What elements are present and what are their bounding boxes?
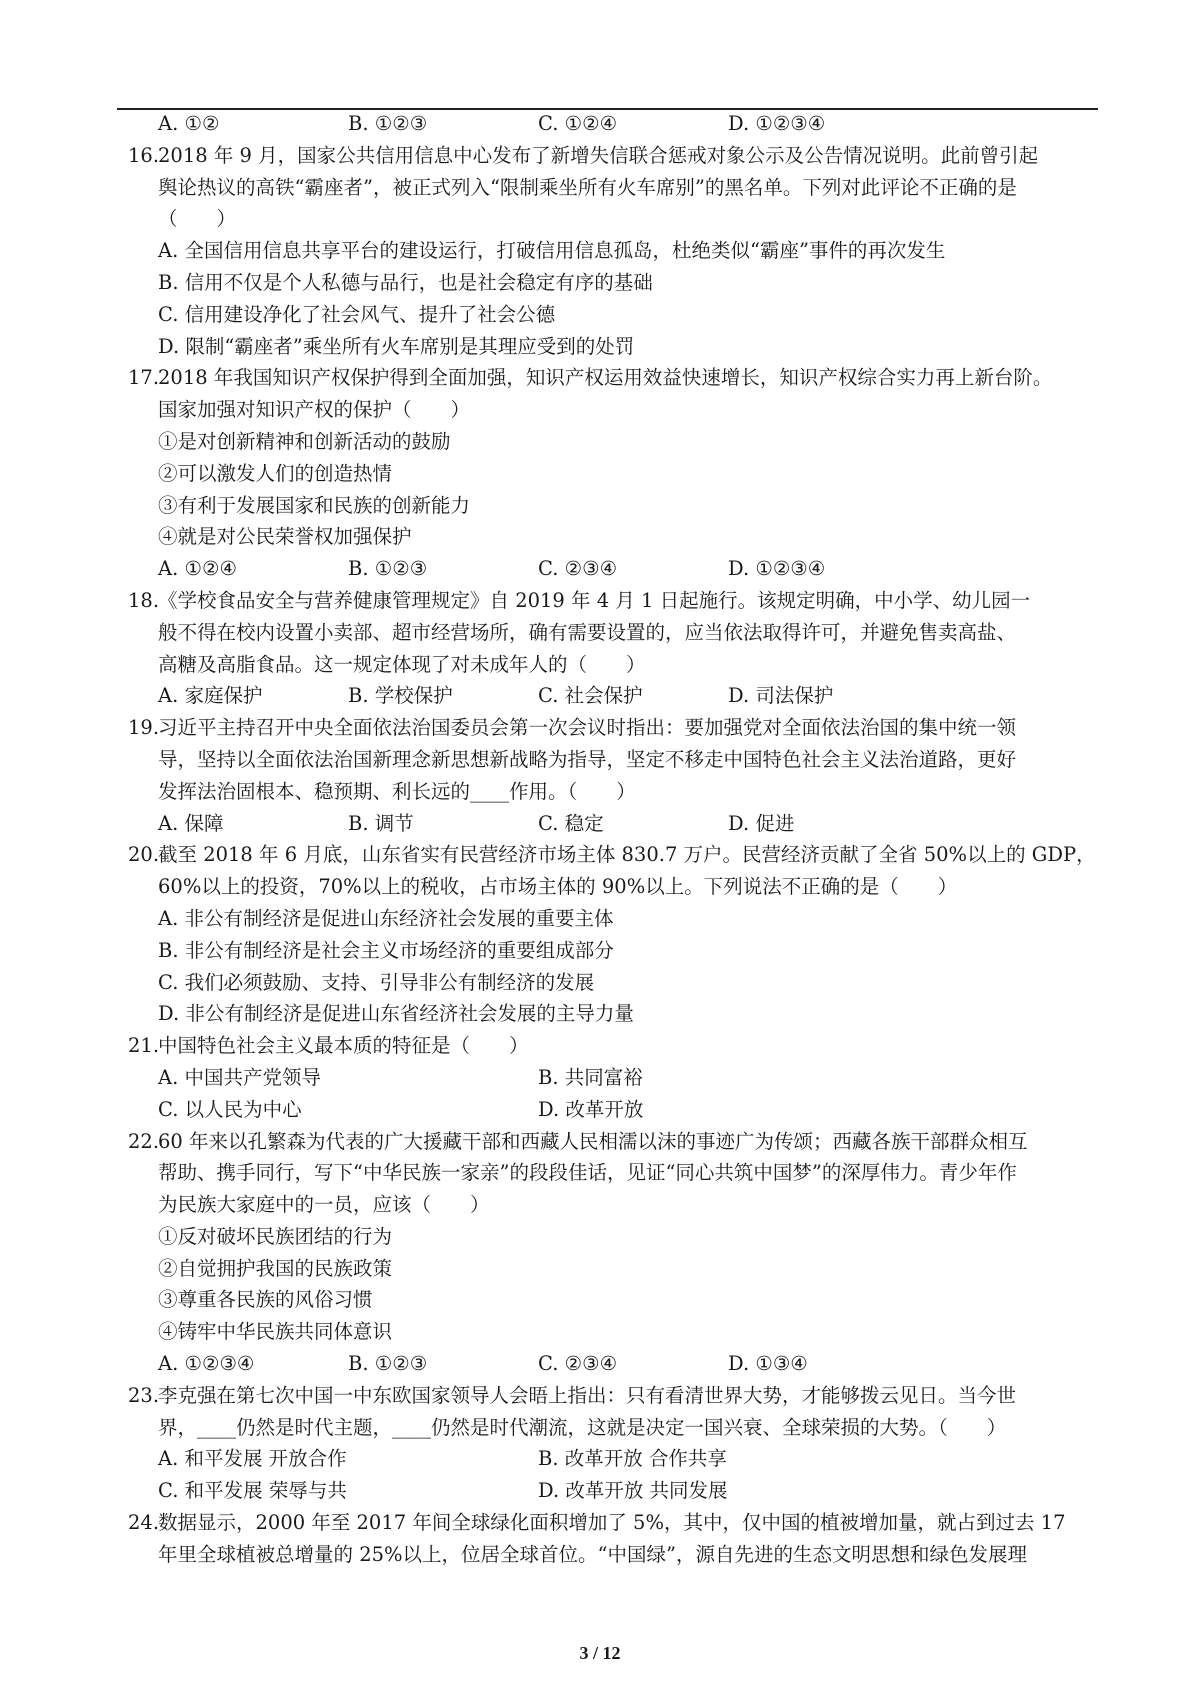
- option-a[interactable]: A. 保障: [158, 811, 224, 835]
- statement-item: ②自觉拥护我国的民族政策: [158, 1256, 393, 1280]
- option-d[interactable]: D. 促进: [728, 811, 795, 835]
- question-text-line: 年里全球植被总增量的 25%以上，位居全球首位。“中国绿”，源自先进的生态文明思想和绿色发展理: [158, 1542, 1027, 1566]
- option-d[interactable]: D. 限制“霸座者”乘坐所有火车席别是其理应受到的处罚: [158, 334, 635, 358]
- question-text-line: 般不得在校内设置小卖部、超市经营场所，确有需要设置的，应当依法取得许可，并避免售卖高盐、: [158, 620, 1017, 644]
- option-b[interactable]: B. ①②③: [348, 1352, 428, 1376]
- option-c[interactable]: C. 和平发展 荣辱与共: [158, 1479, 347, 1503]
- q21-options-row-1: [128, 1062, 1098, 1094]
- question-text-line: 李克强在第七次中国一中东欧国家领导人会晤上指出：只有看清世界大势，才能够拨云见日。当今世: [158, 1383, 1017, 1407]
- question-text-line: 2018 年 9 月，国家公共信用信息中心发布了新增失信联合惩戒对象公示及公告情况说明。此前曾引起: [158, 143, 1039, 167]
- question-text-line: 高糖及高脂食品。这一规定体现了对未成年人的（ ）: [158, 652, 646, 676]
- option-c[interactable]: C. ②③④: [538, 557, 618, 581]
- question-number: 20.: [128, 843, 160, 867]
- option-a[interactable]: A. 家庭保护: [158, 684, 263, 708]
- option-b[interactable]: B. 共同富裕: [538, 1065, 643, 1089]
- option-a[interactable]: A. 和平发展 开放合作: [158, 1447, 347, 1471]
- question-text-line: 《学校食品安全与营养健康管理规定》自 2019 年 4 月 1 日起施行。该规定明确，中小学、幼儿园一: [158, 588, 1031, 612]
- option-a[interactable]: A. ①②③④: [158, 1352, 255, 1376]
- question-text-line: 帮助、携手同行，写下“中华民族一家亲”的段段佳话，见证“同心共筑中国梦”的深厚伟力。青少年作: [158, 1161, 1017, 1185]
- option-d[interactable]: D. 非公有制经济是促进山东省经济社会发展的主导力量: [158, 1002, 634, 1026]
- option-b[interactable]: B. 信用不仅是个人私德与品行，也是社会稳定有序的基础: [158, 270, 653, 294]
- statement-item: ③有利于发展国家和民族的创新能力: [158, 493, 471, 517]
- option-d[interactable]: D. ①③④: [728, 1352, 808, 1376]
- statement-item: ④就是对公民荣誉权加强保护: [158, 525, 412, 549]
- option-c[interactable]: C. 社会保护: [538, 684, 643, 708]
- question-23: [128, 1380, 1098, 1444]
- statement-item: ③尊重各民族的风俗习惯: [158, 1288, 373, 1312]
- question-text-line: 中国特色社会主义最本质的特征是（ ）: [158, 1034, 529, 1058]
- q23-options-row-1: [128, 1443, 1098, 1475]
- question-text-line: 为民族大家庭中的一员，应该（ ）: [158, 1193, 490, 1217]
- statement-item: ②可以激发人们的创造热情: [158, 461, 393, 485]
- question-20: [128, 839, 1098, 903]
- question-21: [128, 1030, 1098, 1062]
- question-text-line: （ ）: [158, 207, 237, 231]
- question-text-line: 舆论热议的高铁“霸座者”，被正式列入“限制乘坐所有火车席别”的黑名单。下列对此评论不正确的是: [158, 175, 1017, 199]
- option-b[interactable]: B. 改革开放 合作共享: [538, 1447, 727, 1471]
- question-16: [128, 140, 1098, 235]
- option-b[interactable]: B. 学校保护: [348, 684, 453, 708]
- question-text-line: 60 年来以孔繁森为代表的广大援藏干部和西藏人民相濡以沫的事迹广为传颂；西藏各族干部群众相互: [158, 1129, 1028, 1153]
- option-c[interactable]: C. 信用建设净化了社会风气、提升了社会公德: [158, 302, 556, 326]
- option-d[interactable]: D. 司法保护: [728, 684, 834, 708]
- option-c[interactable]: C. 稳定: [538, 811, 604, 835]
- q18-options: [128, 680, 1098, 712]
- question-18: [128, 585, 1098, 680]
- q22-options: [128, 1348, 1098, 1380]
- question-text-line: 发挥法治固根本、稳预期、利长远的____作用。（ ）: [158, 779, 636, 803]
- question-number: 22.: [128, 1129, 160, 1153]
- question-number: 19.: [128, 716, 160, 740]
- statement-item: ①是对创新精神和创新活动的鼓励: [158, 429, 451, 453]
- option-a[interactable]: A. ①②: [158, 112, 220, 135]
- question-text-line: 2018 年我国知识产权保护得到全面加强，知识产权运用效益快速增长，知识产权综合实力再上新台阶。: [158, 366, 1053, 390]
- q21-options-row-2: [128, 1094, 1098, 1126]
- option-c[interactable]: C. ①②④: [538, 112, 618, 135]
- question-number: 23.: [128, 1383, 160, 1407]
- question-22: [128, 1126, 1098, 1221]
- q15-options: [128, 108, 1098, 140]
- question-number: 16.: [128, 143, 160, 167]
- option-a[interactable]: A. 中国共产党领导: [158, 1065, 321, 1089]
- option-c[interactable]: C. 以人民为中心: [158, 1097, 302, 1121]
- page-number: 3 / 12: [579, 1643, 621, 1663]
- option-a[interactable]: A. 非公有制经济是促进山东经济社会发展的重要主体: [158, 906, 614, 930]
- option-a[interactable]: A. 全国信用信息共享平台的建设运行，打破信用信息孤岛，杜绝类似“霸座”事件的再次发生: [158, 239, 946, 263]
- option-d[interactable]: D. ①②③④: [728, 112, 826, 135]
- statement-item: ④铸牢中华民族共同体意识: [158, 1320, 393, 1344]
- option-b[interactable]: B. 调节: [348, 811, 414, 835]
- question-number: 17.: [128, 366, 160, 390]
- question-number: 18.: [128, 588, 160, 612]
- question-text-line: 导，坚持以全面依法治国新理念新思想新战略为指导，坚定不移走中国特色社会主义法治道路，更好: [158, 747, 1017, 771]
- q23-options-row-2: [128, 1475, 1098, 1507]
- question-text-line: 60%以上的投资，70%以上的税收，占市场主体的 90%以上。下列说法不正确的是（ ）: [158, 875, 958, 899]
- question-text-line: 界，____仍然是时代主题，____仍然是时代潮流，这就是决定一国兴衰、全球荣损的大势。（ ）: [158, 1415, 1007, 1439]
- option-c[interactable]: C. ②③④: [538, 1352, 618, 1376]
- option-b[interactable]: B. ①②③: [348, 112, 428, 135]
- q17-options: [128, 553, 1098, 585]
- option-b[interactable]: B. 非公有制经济是社会主义市场经济的重要组成部分: [158, 938, 614, 962]
- exam-content: [128, 108, 1098, 1571]
- option-a[interactable]: A. ①②④: [158, 557, 237, 581]
- question-text-line: 截至 2018 年 6 月底，山东省实有民营经济市场主体 830.7 万户。民营经济贡献了全省 50%以上的 GDP，: [158, 843, 1096, 867]
- question-17: [128, 362, 1098, 426]
- option-c[interactable]: C. 我们必须鼓励、支持、引导非公有制经济的发展: [158, 970, 595, 994]
- option-d[interactable]: D. 改革开放: [538, 1097, 644, 1121]
- option-b[interactable]: B. ①②③: [348, 557, 428, 581]
- question-number: 21.: [128, 1034, 160, 1058]
- option-d[interactable]: D. ①②③④: [728, 557, 826, 581]
- question-text-line: 习近平主持召开中央全面依法治国委员会第一次会议时指出：要加强党对全面依法治国的集中统一领: [158, 716, 1017, 740]
- question-24: [128, 1507, 1098, 1571]
- q19-options: [128, 808, 1098, 840]
- statement-item: ①反对破坏民族团结的行为: [158, 1224, 393, 1248]
- question-text-line: 数据显示，2000 年至 2017 年间全球绿化面积增加了 5%，其中，仅中国的植被增加量，就占到过去 17: [158, 1511, 1066, 1535]
- question-text-line: 国家加强对知识产权的保护（ ）: [158, 398, 471, 422]
- option-d[interactable]: D. 改革开放 共同发展: [538, 1479, 728, 1503]
- question-number: 24.: [128, 1511, 160, 1535]
- question-19: [128, 712, 1098, 807]
